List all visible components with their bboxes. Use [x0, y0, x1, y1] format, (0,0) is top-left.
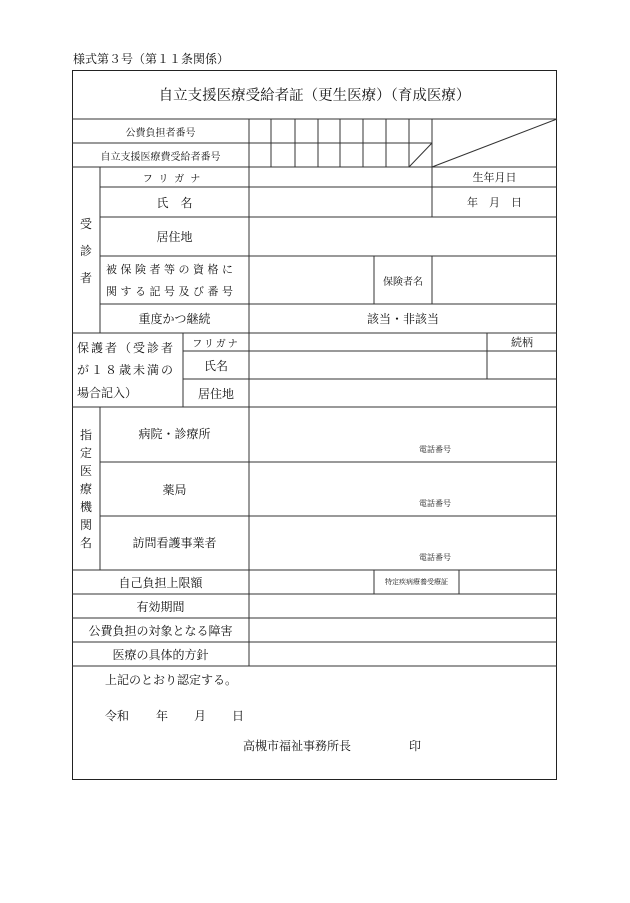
target-disability-label: 公費負担の対象となる障害 — [88, 623, 233, 638]
patient-address-label: 居住地 — [156, 230, 193, 244]
patient-section-label: 受 診 者 — [79, 216, 92, 285]
certification-statement: 上記のとおり認定する。 — [105, 673, 238, 687]
visiting-nursing-label: 訪問看護事業者 — [132, 535, 217, 550]
guardian-relation-label: 続柄 — [511, 336, 533, 349]
medical-institution-section-label: 指 定 医 療 機 関 名 — [79, 428, 92, 550]
insured-label-line1: 被保険者等の資格に — [106, 263, 237, 276]
insurer-name-label: 保険者名 — [383, 276, 423, 288]
hospital-clinic-label: 病院・診療所 — [138, 426, 211, 441]
severe-continuous-value: 該当・非該当 — [366, 312, 439, 326]
guardian-label-line1: 保護者（受診者 — [77, 341, 176, 355]
patient-furigana-label: フリガナ — [142, 173, 207, 185]
severe-continuous-label: 重度かつ継続 — [138, 312, 211, 326]
patient-name-label: 氏 名 — [156, 195, 193, 210]
guardian-label-line2: が１８歳未満の — [77, 363, 176, 377]
guardian-address-label: 居住地 — [197, 386, 234, 401]
birthdate-label: 生年月日 — [472, 171, 517, 184]
date-month: 月 — [194, 709, 207, 723]
recipient-number-label: 自立支援医療費受給者番号 — [100, 151, 221, 163]
form-number: 様式第３号（第１１条関係） — [73, 52, 230, 66]
copay-limit-label: 自己負担上限額 — [118, 575, 203, 590]
treatment-policy-label: 医療の具体的方針 — [112, 647, 209, 662]
validity-period-label: 有効期間 — [136, 599, 185, 614]
pharmacy-label: 薬局 — [162, 482, 187, 497]
nursing-phone-label: 電話番号 — [419, 553, 451, 562]
guardian-label-line3: 場合記入） — [77, 386, 138, 400]
public-payer-number-label: 公費負担者番号 — [125, 127, 196, 139]
document-title: 自立支援医療受給者証（更生医療）（育成医療） — [158, 88, 471, 104]
issuer-name: 高槻市福祉事務所長 — [243, 739, 352, 753]
pharmacy-phone-label: 電話番号 — [419, 499, 451, 508]
seal-mark: 印 — [409, 739, 422, 753]
birthdate-format: 年 月 日 — [467, 196, 522, 209]
hospital-phone-label: 電話番号 — [419, 445, 451, 454]
date-era: 令和 — [105, 709, 130, 723]
specified-disease-certificate-label: 特定疾病療養受療証 — [385, 578, 448, 586]
date-year: 年 — [156, 709, 169, 723]
insured-label-line2: 関する記号及び番号 — [106, 285, 237, 298]
guardian-furigana-label: フリガナ — [192, 338, 240, 350]
guardian-name-label: 氏名 — [203, 358, 228, 373]
date-day: 日 — [232, 709, 245, 723]
